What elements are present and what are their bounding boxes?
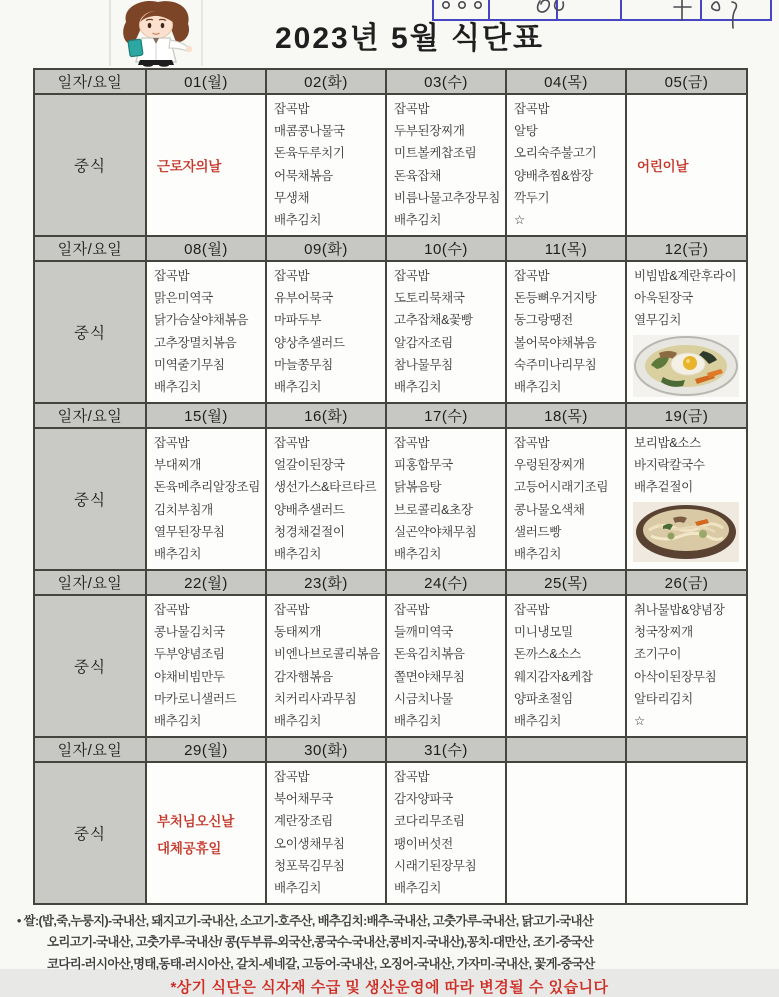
menu-item: 팽이버섯전 bbox=[394, 836, 453, 851]
date-day-header-label: 일자/요일 bbox=[34, 236, 146, 261]
menu-item-list bbox=[514, 599, 624, 732]
menu-item: 콩나물오색채 bbox=[514, 502, 585, 517]
menu-item: 브로콜리&초장 bbox=[394, 502, 473, 517]
menu-item: 미트볼케찹조림 bbox=[394, 146, 477, 161]
menu-item: 잡곡밥 bbox=[154, 269, 190, 283]
menu-item: 잡곡밥 bbox=[274, 770, 310, 784]
day-header-week2-col4: 11(목) bbox=[506, 236, 626, 261]
menu-item: 배추김치 bbox=[514, 547, 562, 562]
week-2-menu-row bbox=[34, 261, 747, 403]
menu-item: 잡곡밥 bbox=[154, 436, 190, 450]
menu-item: 마늘쫑무침 bbox=[274, 357, 333, 372]
date-day-header-label: 일자/요일 bbox=[34, 403, 146, 428]
menu-cell-week2-col1 bbox=[146, 261, 266, 403]
holiday-label: 대체공휴일 bbox=[157, 840, 222, 856]
menu-cell-week5-col3 bbox=[386, 762, 506, 904]
lunch-row-label: 중식 bbox=[34, 762, 146, 904]
menu-item-list bbox=[394, 599, 504, 732]
menu-item: 얼갈이된장국 bbox=[274, 458, 345, 473]
menu-item: 잡곡밥 bbox=[394, 269, 430, 283]
menu-item: 보리밥&소스 bbox=[634, 436, 701, 450]
menu-item-list bbox=[514, 265, 624, 398]
menu-item: 무생채 bbox=[274, 190, 310, 205]
day-header-week5-col4 bbox=[506, 737, 626, 762]
menu-cell-week3-col4 bbox=[506, 428, 626, 570]
day-header-week1-col1: 01(월) bbox=[146, 69, 266, 94]
week-1-day-header-row bbox=[34, 69, 747, 94]
menu-item: 미역줄기무침 bbox=[154, 357, 225, 372]
stamp-box-divider bbox=[488, 0, 490, 19]
stamp-box-divider bbox=[620, 0, 622, 19]
menu-item: 시금치나물 bbox=[394, 691, 453, 706]
footnote-line: • 쌀:(밥,죽,누룽지)-국내산, 돼지고기-국내산, 소고기-호주산, 배추김치:배추-국내산, 고춧가루-국내산, 닭고기-국내산 bbox=[17, 914, 594, 928]
menu-item-list bbox=[514, 98, 624, 231]
stamp-box-divider bbox=[700, 0, 702, 19]
kalguksu-noodle-soup-photo bbox=[633, 502, 739, 562]
menu-item: 잡곡밥 bbox=[514, 436, 550, 450]
menu-cell-week2-col3 bbox=[386, 261, 506, 403]
menu-cell-week4-col4 bbox=[506, 595, 626, 737]
day-header-week4-col5: 26(금) bbox=[626, 570, 747, 595]
menu-item: 도토리묵채국 bbox=[394, 291, 465, 306]
menu-item: 알탕 bbox=[514, 124, 538, 139]
menu-item: 숙주미나리무침 bbox=[514, 357, 597, 372]
menu-cell-week1-col3 bbox=[386, 94, 506, 236]
menu-cell-week4-col1 bbox=[146, 595, 266, 737]
bibimbap-photo bbox=[633, 335, 739, 397]
menu-item: 북어채무국 bbox=[274, 792, 333, 807]
day-header-week3-col1: 15(월) bbox=[146, 403, 266, 428]
menu-item: 맑은미역국 bbox=[154, 291, 213, 306]
menu-item: 양배추샐러드 bbox=[274, 502, 345, 517]
lunch-row-label: 중식 bbox=[34, 94, 146, 236]
week-1-menu-row bbox=[34, 94, 747, 236]
menu-item: 잡곡밥 bbox=[154, 603, 190, 617]
menu-item: 양배추찜&쌈장 bbox=[514, 168, 593, 183]
holiday-label: 부처님오신날 bbox=[157, 813, 235, 829]
menu-item: 배추김치 bbox=[394, 881, 442, 896]
menu-item-list bbox=[514, 432, 624, 565]
menu-item-list bbox=[394, 98, 504, 231]
week-5-menu-row bbox=[34, 762, 747, 904]
stamp-box-divider bbox=[556, 0, 558, 19]
menu-item: 두부된장찌개 bbox=[394, 124, 465, 139]
day-header-week2-col2: 09(화) bbox=[266, 236, 386, 261]
menu-item: 조기구이 bbox=[634, 647, 682, 662]
day-header-week5-col1: 29(월) bbox=[146, 737, 266, 762]
menu-item: 고등어시래기조림 bbox=[514, 480, 609, 495]
menu-item: 비빔밥&계란후라이 bbox=[634, 269, 737, 283]
menu-cell-week5-col2 bbox=[266, 762, 386, 904]
menu-item: 양상추샐러드 bbox=[274, 335, 345, 350]
menu-cell-week5-col4 bbox=[506, 762, 626, 904]
date-day-header-label: 일자/요일 bbox=[34, 570, 146, 595]
menu-item: 알타리김치 bbox=[634, 691, 693, 706]
menu-item: 배추김치 bbox=[154, 714, 202, 729]
menu-item-list bbox=[274, 766, 384, 899]
menu-cell-week4-col2 bbox=[266, 595, 386, 737]
date-day-header-label: 일자/요일 bbox=[34, 69, 146, 94]
day-header-week1-col4: 04(목) bbox=[506, 69, 626, 94]
menu-item-list bbox=[154, 432, 264, 565]
menu-item: 알감자조림 bbox=[394, 335, 453, 350]
menu-item: 배추김치 bbox=[274, 881, 322, 896]
menu-item: 동태찌개 bbox=[274, 625, 322, 640]
menu-item: 피홍합무국 bbox=[394, 458, 453, 473]
origin-footnotes bbox=[17, 911, 779, 975]
menu-item: 고추잡채&꽃빵 bbox=[394, 313, 473, 328]
menu-item: 배추김치 bbox=[274, 714, 322, 729]
menu-item: 들깨미역국 bbox=[394, 625, 453, 640]
day-header-week4-col2: 23(화) bbox=[266, 570, 386, 595]
menu-item-list bbox=[154, 599, 264, 732]
menu-cell-week1-col5 bbox=[626, 94, 747, 236]
day-header-week2-col5: 12(금) bbox=[626, 236, 747, 261]
menu-item: 계란장조림 bbox=[274, 814, 333, 829]
day-header-week1-col2: 02(화) bbox=[266, 69, 386, 94]
menu-item: 잡곡밥 bbox=[274, 102, 310, 116]
day-header-week3-col4: 18(목) bbox=[506, 403, 626, 428]
menu-item: 잡곡밥 bbox=[394, 770, 430, 784]
menu-cell-week4-col3 bbox=[386, 595, 506, 737]
menu-item-list bbox=[274, 599, 384, 732]
menu-item: 비름나물고추장무침 bbox=[394, 190, 500, 205]
menu-item: 매콤콩나물국 bbox=[274, 124, 345, 139]
menu-item: 배추김치 bbox=[514, 380, 562, 395]
monthly-menu-table bbox=[33, 68, 748, 905]
menu-cell-week3-col1 bbox=[146, 428, 266, 570]
lunch-row-label: 중식 bbox=[34, 261, 146, 403]
menu-item: 잡곡밥 bbox=[274, 436, 310, 450]
menu-cell-week2-col2 bbox=[266, 261, 386, 403]
menu-item: 돈육메추리알장조림 bbox=[154, 480, 260, 495]
day-header-week1-col3: 03(수) bbox=[386, 69, 506, 94]
menu-item: 배추김치 bbox=[394, 547, 442, 562]
week-4-menu-row bbox=[34, 595, 747, 737]
menu-item: 시래기된장무침 bbox=[394, 858, 477, 873]
menu-item: 잡곡밥 bbox=[394, 603, 430, 617]
menu-item: 볼어묵야채볶음 bbox=[514, 335, 597, 350]
menu-cell-week1-col4 bbox=[506, 94, 626, 236]
menu-item: 웨지감자&케찹 bbox=[514, 669, 593, 684]
week-4-day-header-row bbox=[34, 570, 747, 595]
change-notice: *상기 식단은 식자재 수급 및 생산운영에 따라 변경될 수 있습니다 bbox=[170, 978, 609, 996]
menu-cell-week2-col4 bbox=[506, 261, 626, 403]
menu-item: 배추겉절이 bbox=[634, 480, 693, 495]
menu-item-list bbox=[634, 265, 745, 332]
menu-item: 배추김치 bbox=[394, 213, 442, 228]
menu-item: 열무김치 bbox=[634, 313, 682, 328]
menu-item: 콩나물김치국 bbox=[154, 625, 225, 640]
day-header-week2-col1: 08(월) bbox=[146, 236, 266, 261]
menu-item: 잡곡밥 bbox=[514, 603, 550, 617]
menu-cell-week1-col1 bbox=[146, 94, 266, 236]
menu-item: 배추김치 bbox=[154, 380, 202, 395]
menu-item: 아욱된장국 bbox=[634, 291, 693, 306]
menu-item: 오리숙주불고기 bbox=[514, 146, 597, 161]
footnote-line: 오리고기-국내산, 고춧가루-국내산/ 콩(두부류-외국산,콩국수-국내산,콩비지-국내산),꽁치-대만산, 조기-중국산 bbox=[47, 935, 594, 950]
lunch-row-label: 중식 bbox=[34, 428, 146, 570]
menu-item: 잡곡밥 bbox=[514, 269, 550, 283]
menu-item: 오이생채무침 bbox=[274, 836, 345, 851]
menu-item-list bbox=[634, 599, 745, 732]
day-header-week2-col3: 10(수) bbox=[386, 236, 506, 261]
menu-item: 취나물밥&양념장 bbox=[634, 603, 725, 617]
day-header-week3-col5: 19(금) bbox=[626, 403, 747, 428]
menu-item-list bbox=[394, 265, 504, 398]
menu-item: 청포묵김무침 bbox=[274, 858, 345, 873]
week-2-day-header-row bbox=[34, 236, 747, 261]
day-header-week5-col5 bbox=[626, 737, 747, 762]
menu-item-list bbox=[154, 265, 264, 398]
menu-item: 청경채겉절이 bbox=[274, 524, 345, 539]
day-header-week5-col3: 31(수) bbox=[386, 737, 506, 762]
day-header-week3-col3: 17(수) bbox=[386, 403, 506, 428]
day-header-week4-col4: 25(목) bbox=[506, 570, 626, 595]
menu-item: 돈육잡채 bbox=[394, 168, 442, 183]
holiday-label: 근로자의날 bbox=[157, 159, 222, 174]
menu-cell-week4-col5 bbox=[626, 595, 747, 737]
menu-item-list bbox=[394, 432, 504, 565]
menu-item: 마카로니샐러드 bbox=[154, 691, 237, 706]
menu-item: 돈까스&소스 bbox=[514, 647, 581, 662]
menu-item: 미니냉모밀 bbox=[514, 625, 573, 640]
document-header bbox=[0, 0, 779, 66]
approval-stamp-box bbox=[432, 0, 772, 21]
menu-item: 배추김치 bbox=[274, 547, 322, 562]
menu-item: 비엔나브로콜리볶음 bbox=[274, 647, 380, 662]
menu-item: 김치부침개 bbox=[154, 502, 213, 517]
menu-item: 양파초절임 bbox=[514, 691, 573, 706]
menu-item: 감자햄볶음 bbox=[274, 669, 333, 684]
menu-item: 배추김치 bbox=[274, 380, 322, 395]
menu-item-list bbox=[274, 432, 384, 565]
menu-item-list bbox=[394, 766, 504, 899]
menu-item: 배추김치 bbox=[514, 714, 562, 729]
menu-item: 샐러드빵 bbox=[514, 524, 562, 539]
menu-item: 배추김치 bbox=[394, 714, 442, 729]
day-header-week5-col2: 30(화) bbox=[266, 737, 386, 762]
menu-item: 배추김치 bbox=[394, 380, 442, 395]
menu-item: 참나물무침 bbox=[394, 357, 453, 372]
menu-item: 마파두부 bbox=[274, 313, 322, 328]
week-3-menu-row bbox=[34, 428, 747, 570]
menu-item: 잡곡밥 bbox=[394, 436, 430, 450]
menu-item: 고추장멸치볶음 bbox=[154, 335, 237, 350]
menu-item: 동그랑땡전 bbox=[514, 313, 573, 328]
menu-item: 쫄면야채무침 bbox=[394, 669, 465, 684]
menu-item: 열무된장무침 bbox=[154, 524, 225, 539]
menu-item-list bbox=[274, 98, 384, 231]
menu-item: 잡곡밥 bbox=[514, 102, 550, 116]
day-header-week1-col5: 05(금) bbox=[626, 69, 747, 94]
day-header-week3-col2: 16(화) bbox=[266, 403, 386, 428]
footnote-line: 코다리-러시아산,명태,동태-러시아산, 갈치-세네갈, 고등어-국내산, 오징어-국내산, 가자미-국내산, 꽃게-중국산 bbox=[47, 956, 595, 971]
menu-item: 닭볶음탕 bbox=[394, 480, 442, 495]
lunch-row-label: 중식 bbox=[34, 595, 146, 737]
page-title: 2023년 5월 식단표 bbox=[275, 22, 544, 55]
menu-item: 두부양념조림 bbox=[154, 647, 225, 662]
holiday-label: 어린이날 bbox=[637, 159, 689, 174]
menu-item: 배추김치 bbox=[154, 547, 202, 562]
menu-item: ☆ bbox=[514, 213, 525, 228]
menu-item: 어묵채볶음 bbox=[274, 168, 333, 183]
menu-item: 잡곡밥 bbox=[274, 603, 310, 617]
menu-cell-week2-col5 bbox=[626, 261, 747, 403]
menu-item: 우렁된장찌개 bbox=[514, 458, 585, 473]
menu-item: 잡곡밥 bbox=[394, 102, 430, 116]
menu-cell-week1-col2 bbox=[266, 94, 386, 236]
day-header-week4-col1: 22(월) bbox=[146, 570, 266, 595]
menu-item: 코다리무조림 bbox=[394, 814, 465, 829]
menu-item: 감자양파국 bbox=[394, 792, 453, 807]
menu-cell-week5-col1 bbox=[146, 762, 266, 904]
menu-item: 치커리사과무침 bbox=[274, 691, 357, 706]
menu-item: ☆ bbox=[634, 714, 645, 729]
week-5-day-header-row bbox=[34, 737, 747, 762]
menu-item: 잡곡밥 bbox=[274, 269, 310, 283]
menu-item-list bbox=[274, 265, 384, 398]
menu-item: 유부어묵국 bbox=[274, 291, 333, 306]
day-header-week4-col3: 24(수) bbox=[386, 570, 506, 595]
menu-item: 부대찌개 bbox=[154, 458, 202, 473]
menu-item: 돈육두루치기 bbox=[274, 146, 345, 161]
menu-item: 야채비빔만두 bbox=[154, 669, 225, 684]
menu-cell-week3-col2 bbox=[266, 428, 386, 570]
menu-item: 생선가스&타르타르 bbox=[274, 480, 377, 495]
week-3-day-header-row bbox=[34, 403, 747, 428]
menu-item: 아삭이된장무침 bbox=[634, 669, 717, 684]
menu-item: 실곤약야채무침 bbox=[394, 524, 477, 539]
date-day-header-label: 일자/요일 bbox=[34, 737, 146, 762]
menu-item: 바지락칼국수 bbox=[634, 458, 705, 473]
menu-item: 닭가슴살야채볶음 bbox=[154, 313, 249, 328]
menu-item: 깍두기 bbox=[514, 190, 550, 205]
menu-item: 청국장찌개 bbox=[634, 625, 693, 640]
menu-cell-week3-col5 bbox=[626, 428, 747, 570]
menu-item: 배추김치 bbox=[274, 213, 322, 228]
menu-item-list bbox=[634, 432, 745, 499]
menu-cell-week5-col5 bbox=[626, 762, 747, 904]
menu-cell-week3-col3 bbox=[386, 428, 506, 570]
menu-item: 돈육김치볶음 bbox=[394, 647, 465, 662]
menu-item: 돈등뼈우거지탕 bbox=[514, 291, 597, 306]
